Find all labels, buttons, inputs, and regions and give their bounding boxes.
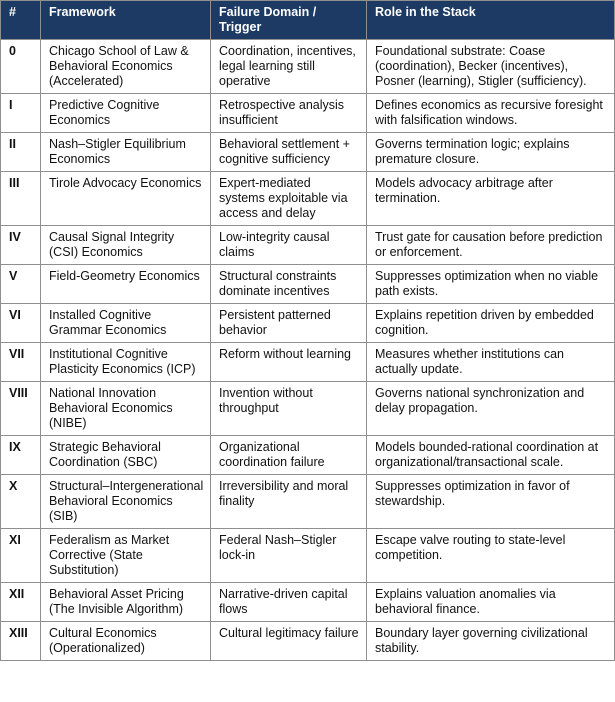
table-row bbox=[1, 133, 615, 172]
row-role: Governs termination logic; explains premature closure. bbox=[367, 133, 615, 172]
table-row bbox=[1, 226, 615, 265]
row-failure: Organizational coordination failure bbox=[211, 436, 367, 475]
row-failure: Expert-mediated systems exploitable via access and delay bbox=[211, 172, 367, 226]
table-row bbox=[1, 304, 615, 343]
row-number: III bbox=[1, 172, 41, 226]
row-framework: Field-Geometry Economics bbox=[41, 265, 211, 304]
row-framework: Causal Signal Integrity (CSI) Economics bbox=[41, 226, 211, 265]
row-number: I bbox=[1, 94, 41, 133]
row-framework: Behavioral Asset Pricing (The Invisible Algorithm) bbox=[41, 583, 211, 622]
row-role: Boundary layer governing civilizational stability. bbox=[367, 622, 615, 661]
table-row bbox=[1, 529, 615, 583]
row-framework: Installed Cognitive Grammar Economics bbox=[41, 304, 211, 343]
header-role: Role in the Stack bbox=[367, 1, 615, 40]
row-number: IV bbox=[1, 226, 41, 265]
table-row bbox=[1, 172, 615, 226]
table-row bbox=[1, 343, 615, 382]
table-row bbox=[1, 436, 615, 475]
row-failure: Irreversibility and moral finality bbox=[211, 475, 367, 529]
row-role: Models bounded-rational coordination at organizational/transactional scale. bbox=[367, 436, 615, 475]
row-failure: Persistent patterned behavior bbox=[211, 304, 367, 343]
row-framework: National Innovation Behavioral Economics (NIBE) bbox=[41, 382, 211, 436]
row-role: Trust gate for causation before prediction or enforcement. bbox=[367, 226, 615, 265]
row-failure: Structural constraints dominate incentives bbox=[211, 265, 367, 304]
row-number: X bbox=[1, 475, 41, 529]
row-number: XI bbox=[1, 529, 41, 583]
row-failure: Reform without learning bbox=[211, 343, 367, 382]
row-role: Explains repetition driven by embedded cognition. bbox=[367, 304, 615, 343]
row-failure: Federal Nash–Stigler lock-in bbox=[211, 529, 367, 583]
row-number: VII bbox=[1, 343, 41, 382]
header-framework: Framework bbox=[41, 1, 211, 40]
row-framework: Predictive Cognitive Economics bbox=[41, 94, 211, 133]
table-row bbox=[1, 583, 615, 622]
row-failure: Coordination, incentives, legal learning still operative bbox=[211, 40, 367, 94]
row-number: VI bbox=[1, 304, 41, 343]
row-framework: Tirole Advocacy Economics bbox=[41, 172, 211, 226]
row-role: Defines economics as recursive foresight with falsification windows. bbox=[367, 94, 615, 133]
row-framework: Cultural Economics (Operationalized) bbox=[41, 622, 211, 661]
row-framework: Strategic Behavioral Coordination (SBC) bbox=[41, 436, 211, 475]
table-row bbox=[1, 40, 615, 94]
row-framework: Nash–Stigler Equilibrium Economics bbox=[41, 133, 211, 172]
header-failure-domain: Failure Domain / Trigger bbox=[211, 1, 367, 40]
row-role: Suppresses optimization in favor of stewardship. bbox=[367, 475, 615, 529]
row-role: Models advocacy arbitrage after termination. bbox=[367, 172, 615, 226]
row-number: IX bbox=[1, 436, 41, 475]
row-framework: Structural–Intergenerational Behavioral Economics (SIB) bbox=[41, 475, 211, 529]
row-number: V bbox=[1, 265, 41, 304]
row-failure: Invention without throughput bbox=[211, 382, 367, 436]
row-framework: Federalism as Market Corrective (State Substitution) bbox=[41, 529, 211, 583]
row-role: Governs national synchronization and delay propagation. bbox=[367, 382, 615, 436]
row-number: II bbox=[1, 133, 41, 172]
table-row bbox=[1, 382, 615, 436]
row-role: Foundational substrate: Coase (coordination), Becker (incentives), Posner (learning), Stigler (sufficiency). bbox=[367, 40, 615, 94]
row-role: Explains valuation anomalies via behavioral finance. bbox=[367, 583, 615, 622]
row-failure: Cultural legitimacy failure bbox=[211, 622, 367, 661]
row-role: Suppresses optimization when no viable path exists. bbox=[367, 265, 615, 304]
row-framework: Institutional Cognitive Plasticity Economics (ICP) bbox=[41, 343, 211, 382]
row-failure: Low-integrity causal claims bbox=[211, 226, 367, 265]
table-row bbox=[1, 475, 615, 529]
row-role: Escape valve routing to state-level competition. bbox=[367, 529, 615, 583]
table-row bbox=[1, 622, 615, 661]
row-framework: Chicago School of Law & Behavioral Economics (Accelerated) bbox=[41, 40, 211, 94]
header-number: # bbox=[1, 1, 41, 40]
row-failure: Retrospective analysis insufficient bbox=[211, 94, 367, 133]
table-header-row bbox=[1, 1, 615, 40]
row-failure: Narrative-driven capital flows bbox=[211, 583, 367, 622]
row-number: XIII bbox=[1, 622, 41, 661]
table-row bbox=[1, 94, 615, 133]
row-number: XII bbox=[1, 583, 41, 622]
row-failure: Behavioral settlement + cognitive sufficiency bbox=[211, 133, 367, 172]
row-number: 0 bbox=[1, 40, 41, 94]
row-role: Measures whether institutions can actually update. bbox=[367, 343, 615, 382]
table-row bbox=[1, 265, 615, 304]
row-number: VIII bbox=[1, 382, 41, 436]
